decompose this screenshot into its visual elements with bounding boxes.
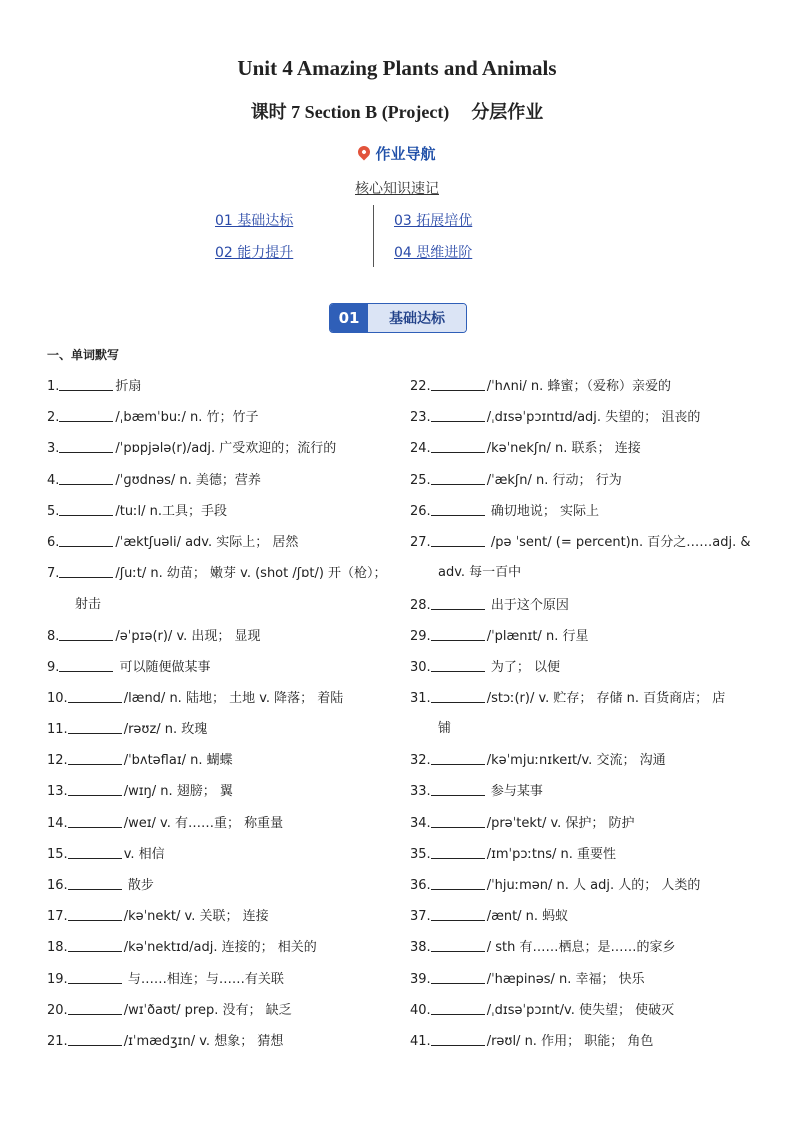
answer-blank[interactable] <box>431 596 485 610</box>
answer-blank[interactable] <box>431 533 485 547</box>
item-text: /ˌbæmˈbuː/ n. 竹；竹子 <box>115 410 259 425</box>
answer-blank[interactable] <box>59 471 113 485</box>
item-text: 出于这个原因 <box>486 598 569 613</box>
nav-link-ability[interactable]: 02 能力提升 <box>215 245 294 261</box>
item-number: 8. <box>47 629 60 644</box>
page-title: Unit 4 Amazing Plants and Animals <box>237 56 557 80</box>
item-number: 26. <box>410 504 431 519</box>
item-number: 22. <box>410 379 431 394</box>
vocab-item <box>47 907 269 926</box>
vocab-item <box>410 970 645 989</box>
vocab-item <box>410 658 560 677</box>
answer-blank[interactable] <box>59 627 113 641</box>
item-text: /rəʊz/ n. 玫瑰 <box>123 722 208 737</box>
item-number: 1. <box>47 379 60 394</box>
answer-blank[interactable] <box>68 689 122 703</box>
vocab-item <box>47 1032 283 1051</box>
answer-blank[interactable] <box>68 1001 122 1015</box>
item-number: 2. <box>47 410 60 425</box>
item-text: 散步 <box>123 878 154 893</box>
item-text: /ˈhæpinəs/ n. 幸福； 快乐 <box>486 972 645 987</box>
answer-blank[interactable] <box>431 1001 485 1015</box>
answer-blank[interactable] <box>68 938 122 952</box>
answer-blank[interactable] <box>431 471 485 485</box>
item-text: 为了； 以便 <box>486 660 560 675</box>
item-text: /pə ˈsent/ (= percent)n. 百分之……adj. & <box>486 535 751 550</box>
item-text: /ˈɡʊdnəs/ n. 美德；营养 <box>115 473 261 488</box>
vocab-item <box>47 1001 292 1020</box>
item-text: /ˈæktʃuəli/ adv. 实际上； 居然 <box>115 535 299 550</box>
vocab-item <box>410 1032 653 1051</box>
answer-blank[interactable] <box>68 876 122 890</box>
answer-blank[interactable] <box>431 1032 485 1046</box>
section-badge <box>329 303 467 333</box>
nav-heading <box>0 143 794 164</box>
item-number: 37. <box>410 909 431 924</box>
section-heading: 一、单词默写 <box>47 348 120 362</box>
answer-blank[interactable] <box>431 938 485 952</box>
answer-blank[interactable] <box>431 814 485 828</box>
subtitle-lesson: 课时 7 Section B (Project) <box>250 102 450 122</box>
item-text: /ɪmˈpɔːtns/ n. 重要性 <box>486 847 617 862</box>
item-text: / sth 有……栖息；是……的家乡 <box>486 940 676 955</box>
item-text: /wɪˈðaʊt/ prep. 没有； 缺乏 <box>123 1003 292 1018</box>
vocab-item <box>47 564 387 583</box>
item-number: 12. <box>47 753 68 768</box>
item-number: 21. <box>47 1034 68 1049</box>
vocab-item <box>47 938 317 957</box>
vocab-item <box>47 876 154 895</box>
answer-blank[interactable] <box>59 377 113 391</box>
item-number: 13. <box>47 784 68 799</box>
vocab-item <box>410 502 599 521</box>
answer-blank[interactable] <box>431 502 485 516</box>
vocab-item <box>410 814 635 833</box>
nav-link-thinking[interactable]: 04 思维进阶 <box>394 245 473 261</box>
answer-blank[interactable] <box>431 907 485 921</box>
item-text: 参与某事 <box>486 784 543 799</box>
item-number: 17. <box>47 909 68 924</box>
item-number: 40. <box>410 1003 431 1018</box>
answer-blank[interactable] <box>431 689 485 703</box>
answer-blank[interactable] <box>68 845 122 859</box>
item-number: 36. <box>410 878 431 893</box>
vocab-item <box>47 658 211 677</box>
item-number: 9. <box>47 660 60 675</box>
answer-blank[interactable] <box>431 658 485 672</box>
item-text: /wɪŋ/ n. 翅膀； 翼 <box>123 784 233 799</box>
vocab-item <box>410 782 543 801</box>
vocab-item <box>47 471 261 490</box>
item-number: 14. <box>47 816 68 831</box>
badge-number: 01 <box>330 304 368 332</box>
item-text: 确切地说； 实际上 <box>486 504 599 519</box>
nav-heading-label: 作业导航 <box>375 145 436 163</box>
answer-blank[interactable] <box>431 782 485 796</box>
vocab-item <box>410 377 671 396</box>
vocab-item <box>410 533 750 552</box>
core-knowledge-link[interactable]: 核心知识速记 <box>355 181 439 197</box>
item-number: 39. <box>410 972 431 987</box>
vocab-item <box>410 689 725 708</box>
badge-label: 基础达标 <box>368 304 466 332</box>
vocab-item <box>47 845 165 864</box>
item-number: 19. <box>47 972 68 987</box>
item-number: 30. <box>410 660 431 675</box>
item-text: /tuːl/ n.工具；手段 <box>115 504 227 519</box>
item-number: 28. <box>410 598 431 613</box>
location-pin-icon <box>356 144 373 161</box>
item-text: /lænd/ n. 陆地； 土地 v. 降落； 着陆 <box>123 691 344 706</box>
nav-link-basic[interactable]: 01 基础达标 <box>215 213 294 229</box>
vocab-item <box>410 439 641 458</box>
item-number: 6. <box>47 535 60 550</box>
nav-divider <box>373 205 374 267</box>
item-text: /stɔː(r)/ v. 贮存； 存储 n. 百货商店； 店 <box>486 691 726 706</box>
item-number: 33. <box>410 784 431 799</box>
item-text: /rəʊl/ n. 作用； 职能； 角色 <box>486 1034 654 1049</box>
item-number: 38. <box>410 940 431 955</box>
item-text: v. 相信 <box>123 847 165 862</box>
answer-blank[interactable] <box>68 782 122 796</box>
item-text: /ʃuːt/ n. 幼苗； 嫩芽 v. (shot /ʃɒt/) 开（枪）； <box>115 566 387 581</box>
answer-blank[interactable] <box>59 502 113 516</box>
item-text: /ˌdɪsəˈpɔɪnt/v. 使失望； 使破灭 <box>486 1003 675 1018</box>
vocab-item <box>47 627 261 646</box>
item-text: 折扇 <box>115 379 142 394</box>
vocab-item <box>410 596 569 615</box>
answer-blank[interactable] <box>431 751 485 765</box>
vocab-item <box>47 689 343 708</box>
answer-blank[interactable] <box>431 439 485 453</box>
item-number: 31. <box>410 691 431 706</box>
item-text: /kəˈnekʃn/ n. 联系； 连接 <box>486 441 641 456</box>
item-text: /ˈækʃn/ n. 行动； 行为 <box>486 473 622 488</box>
answer-blank[interactable] <box>68 970 122 984</box>
item-number: 27. <box>410 535 431 550</box>
item-number: 29. <box>410 629 431 644</box>
item-text: /ɪˈmædʒɪn/ v. 想象； 猜想 <box>123 1034 284 1049</box>
vocab-item <box>47 720 207 739</box>
item-number: 11. <box>47 722 68 737</box>
item-number: 3. <box>47 441 60 456</box>
item-text: /prəˈtekt/ v. 保护； 防护 <box>486 816 635 831</box>
vocab-item <box>47 502 227 521</box>
nav-link-extend[interactable]: 03 拓展培优 <box>394 213 473 229</box>
vocab-item <box>47 782 233 801</box>
page-subtitle <box>0 98 794 124</box>
item-text: /kəˈnektɪd/adj. 连接的； 相关的 <box>123 940 317 955</box>
answer-blank[interactable] <box>59 408 113 422</box>
subtitle-tiered: 分层作业 <box>471 102 544 122</box>
vocab-item <box>410 845 616 864</box>
item-31-continuation: 铺 <box>438 721 452 736</box>
item-number: 24. <box>410 441 431 456</box>
item-text: /ˌdɪsəˈpɔɪntɪd/adj. 失望的； 沮丧的 <box>486 410 701 425</box>
answer-blank[interactable] <box>431 627 485 641</box>
answer-blank[interactable] <box>68 751 122 765</box>
item-text: /ˈbʌtəflaɪ/ n. 蝴蝶 <box>123 753 233 768</box>
vocab-item <box>410 876 700 895</box>
answer-blank[interactable] <box>68 814 122 828</box>
item-27-continuation: adv. 每一百中 <box>438 565 522 580</box>
item-text: /əˈpɪə(r)/ v. 出现； 显现 <box>115 629 261 644</box>
answer-blank[interactable] <box>59 533 113 547</box>
answer-blank[interactable] <box>68 1032 122 1046</box>
answer-blank[interactable] <box>431 408 485 422</box>
item-number: 32. <box>410 753 431 768</box>
item-number: 10. <box>47 691 68 706</box>
vocab-item <box>47 408 259 427</box>
vocab-item <box>47 751 233 770</box>
vocab-item <box>410 471 622 490</box>
answer-blank[interactable] <box>431 970 485 984</box>
vocab-item <box>410 408 700 427</box>
vocab-item <box>47 439 336 458</box>
item-text: 与……相连；与……有关联 <box>123 972 284 987</box>
answer-blank[interactable] <box>431 845 485 859</box>
item-number: 35. <box>410 847 431 862</box>
vocab-item <box>47 377 141 396</box>
answer-blank[interactable] <box>431 377 485 391</box>
item-number: 7. <box>47 566 60 581</box>
item-number: 41. <box>410 1034 431 1049</box>
item-text: /kəˈnekt/ v. 关联； 连接 <box>123 909 269 924</box>
vocab-item <box>47 814 283 833</box>
answer-blank[interactable] <box>431 876 485 890</box>
answer-blank[interactable] <box>68 720 122 734</box>
item-text: /ænt/ n. 蚂蚁 <box>486 909 569 924</box>
item-number: 4. <box>47 473 60 488</box>
item-number: 18. <box>47 940 68 955</box>
vocab-item <box>410 1001 674 1020</box>
item-text: /ˈpɒpjələ(r)/adj. 广受欢迎的；流行的 <box>115 441 337 456</box>
item-text: /ˈplænɪt/ n. 行星 <box>486 629 589 644</box>
vocab-item <box>47 970 284 989</box>
answer-blank[interactable] <box>59 564 113 578</box>
item-text: /ˈhjuːmən/ n. 人 adj. 人的； 人类的 <box>486 878 701 893</box>
vocab-item <box>410 938 675 957</box>
item-text: 可以随便做某事 <box>115 660 211 675</box>
vocab-item <box>410 907 568 926</box>
item-number: 20. <box>47 1003 68 1018</box>
item-text: /weɪ/ v. 有……重； 称重量 <box>123 816 284 831</box>
item-number: 16. <box>47 878 68 893</box>
vocab-item <box>410 751 666 770</box>
item-text: /kəˈmjuːnɪkeɪt/v. 交流； 沟通 <box>486 753 666 768</box>
answer-blank[interactable] <box>59 658 113 672</box>
item-number: 25. <box>410 473 431 488</box>
answer-blank[interactable] <box>59 439 113 453</box>
item-number: 5. <box>47 504 60 519</box>
answer-blank[interactable] <box>68 907 122 921</box>
vocab-item <box>47 533 298 552</box>
vocab-item <box>410 627 588 646</box>
item-number: 34. <box>410 816 431 831</box>
item-number: 15. <box>47 847 68 862</box>
item-7-continuation: 射击 <box>75 597 102 612</box>
item-text: /ˈhʌni/ n. 蜂蜜；（爱称）亲爱的 <box>486 379 671 394</box>
item-number: 23. <box>410 410 431 425</box>
